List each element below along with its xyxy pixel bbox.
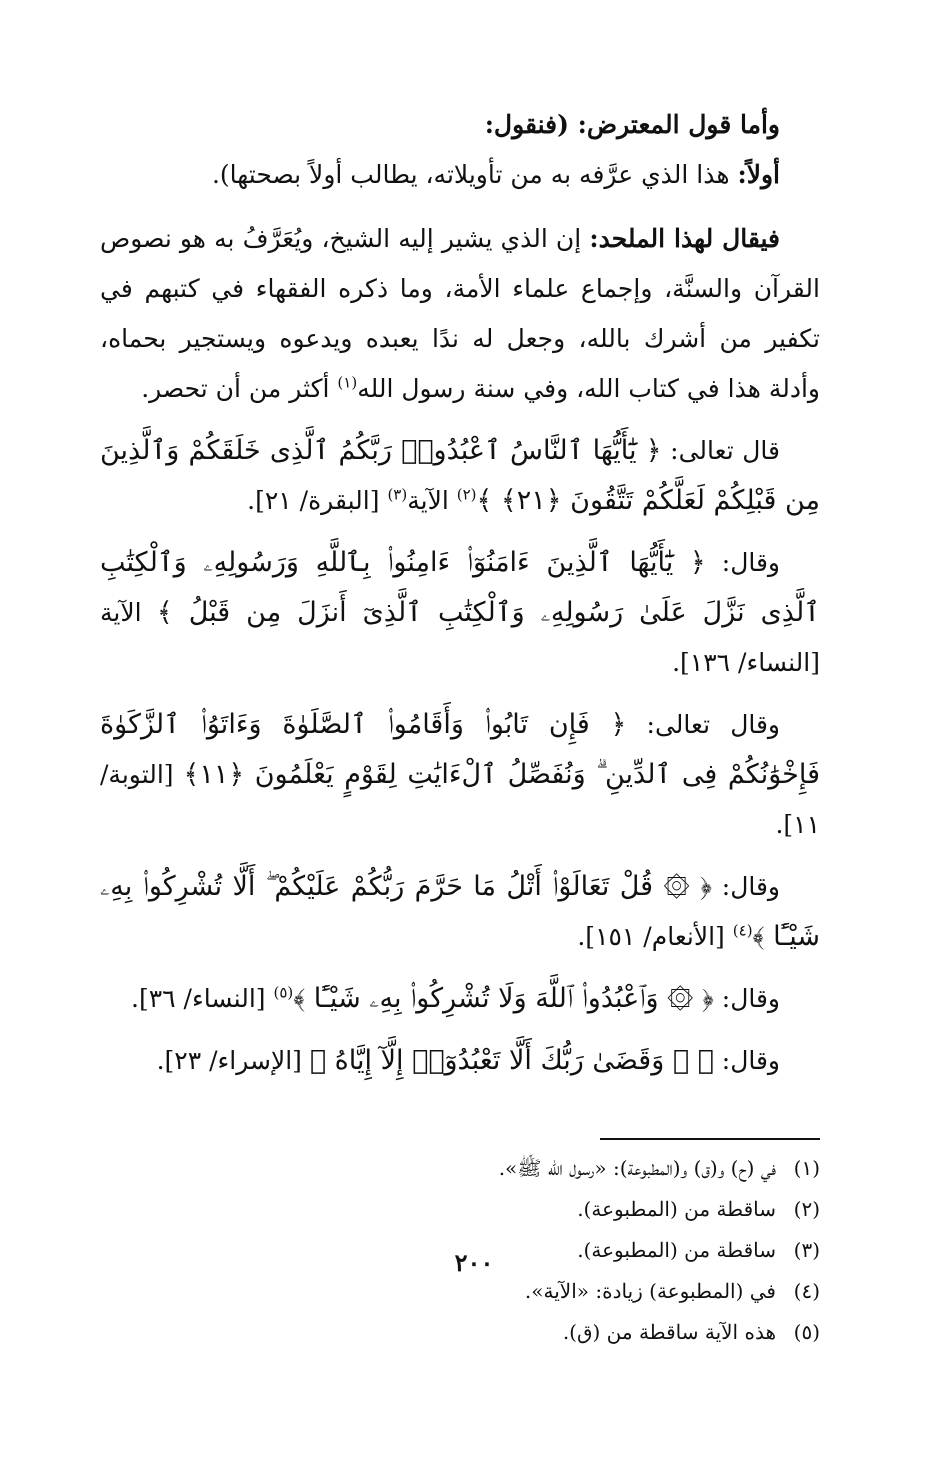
verse-after: الآية (407, 486, 449, 515)
footnote-text: في (المطبوعة) زيادة: «الآية». (524, 1279, 776, 1303)
footnote-number: (٣) (793, 1238, 820, 1262)
verse-reference: [البقرة/ ٢١]. (247, 486, 380, 515)
verse-3 (100, 700, 820, 850)
verse-6 (100, 1036, 820, 1086)
verse-1 (100, 426, 820, 526)
reply-text-a: إن الذي يشير إليه الشيخ، ويُعَرَّفُ به هو نصوص القرآن والسنَّة، وإجماع علماء الأمة، وما ذكره الفقهاء في كتبهم في تكفير من أشرك بالله، وجعل له ندًا يعبده ويدعوه ويستجير بحماه، وأدلة هذا في كتاب الله، وفي سنة رسول الله (100, 224, 820, 403)
verse-reference: [الإسراء/ ٢٣]. (156, 1046, 302, 1075)
reply-text-b: أكثر من أن تحصر. (141, 374, 330, 403)
footnote-number: (١) (793, 1156, 820, 1180)
heading-line: وأما قول المعترض: (فنقول: (484, 110, 780, 139)
footnote-separator (600, 1138, 820, 1140)
footnote-2 (100, 1189, 820, 1230)
first-point-text: هذا الذي عرَّفه به من تأويلاته، يطالب أولاً بصحتها). (211, 160, 730, 189)
verse-5 (100, 974, 820, 1024)
verse-reference: [التوبة/ ١١]. (100, 760, 820, 839)
footnote-1 (100, 1148, 820, 1189)
first-point-line (100, 150, 820, 200)
verse-quote: ﴿ ۞ وَٱعْبُدُوا۟ ٱللَّهَ وَلَا تُشْرِكُوا۟ بِهِۦ شَيْـًٔا ﴾ (293, 983, 714, 1014)
verse-intro: وقال: (721, 872, 780, 901)
footnote-text: في (ح) و(ق) و(المطبوعة): «رسول الله ﷺ». (498, 1156, 776, 1180)
verse-intro: وقال: (721, 548, 781, 577)
footnote-number: (٢) (793, 1197, 820, 1221)
verse-intro: وقال: (721, 984, 780, 1013)
footnote-ref-2: (٢) (456, 485, 477, 504)
footnote-5 (100, 1312, 820, 1353)
verse-after: الآية (100, 598, 142, 627)
verse-reference: [النساء/ ١٣٦]. (672, 648, 820, 677)
footnote-text: هذه الآية ساقطة من (ق). (562, 1320, 776, 1344)
footnote-text: ساقطة من (المطبوعة). (577, 1197, 776, 1221)
verse-quote: ﴿ ۞ وَقَضَىٰ رَبُّكَ أَلَّا تَعْبُدُوٓا۟ إِلَّآ إِيَّاهُ ﴾ (309, 1045, 714, 1076)
footnote-number: (٤) (793, 1279, 820, 1303)
verse-reference: [الأنعام/ ١٥١]. (577, 922, 725, 951)
footnote-ref-5: (٥) (273, 983, 294, 1002)
reply-paragraph (100, 214, 820, 414)
verse-quote: ﴿ ۞ قُلْ تَعَالَوْا۟ أَتْلُ مَا حَرَّمَ رَبُّكُمْ عَلَيْكُمْ ۖ أَلَّا تُشْرِكُوا۟ بِهِۦ شَيْـًٔا ﴾ (100, 871, 820, 952)
verse-intro: وقال: (721, 1046, 780, 1075)
footnote-number: (٥) (793, 1320, 820, 1344)
page-number: ٢٠٠ (454, 1248, 494, 1277)
footnote-ref-3: (٣) (387, 485, 408, 504)
verse-reference: [النساء/ ٣٦]. (131, 984, 266, 1013)
verse-quote: ﴿ فَإِن تَابُوا۟ وَأَقَامُوا۟ ٱلصَّلَوٰةَ وَءَاتَوُا۟ ٱلزَّكَوٰةَ فَإِخْوَٰنُكُمْ فِى ٱلدِّينِ ۗ وَنُفَصِّلُ ٱلْءَايَٰتِ لِقَوْمٍ يَعْلَمُونَ ﴿١١﴾ (100, 709, 820, 790)
verse-4 (100, 862, 820, 962)
verse-intro: قال تعالى: (670, 436, 780, 465)
verse-quote: ﴿ يَٰٓأَيُّهَا ٱلنَّاسُ ٱعْبُدُوا۟ رَبَّكُمُ ٱلَّذِى خَلَقَكُمْ وَٱلَّذِينَ مِن قَبْلِكُمْ لَعَلَّكُمْ تَتَّقُونَ ﴿٢١﴾ ﴾ (100, 435, 820, 516)
verse-intro: وقال تعالى: (646, 710, 781, 739)
verse-2 (100, 538, 820, 688)
reply-lead: فيقال لهذا الملحد: (589, 224, 780, 253)
footnote-ref-1: (١) (337, 373, 358, 392)
verse-quote: ﴿ يَٰٓأَيُّهَا ٱلَّذِينَ ءَامَنُوٓا۟ ءَامِنُوا۟ بِٱللَّهِ وَرَسُولِهِۦ وَٱلْكِتَٰبِ ٱلَّذِى نَزَّلَ عَلَىٰ رَسُولِهِۦ وَٱلْكِتَٰبِ ٱلَّذِىٓ أَنزَلَ مِن قَبْلُ ﴾ (100, 547, 820, 628)
footnote-text: ساقطة من (المطبوعة). (577, 1238, 776, 1262)
footnote-ref-4: (٤) (732, 921, 753, 940)
footnote-4 (100, 1271, 820, 1312)
first-point-label: أولاً: (737, 160, 780, 189)
